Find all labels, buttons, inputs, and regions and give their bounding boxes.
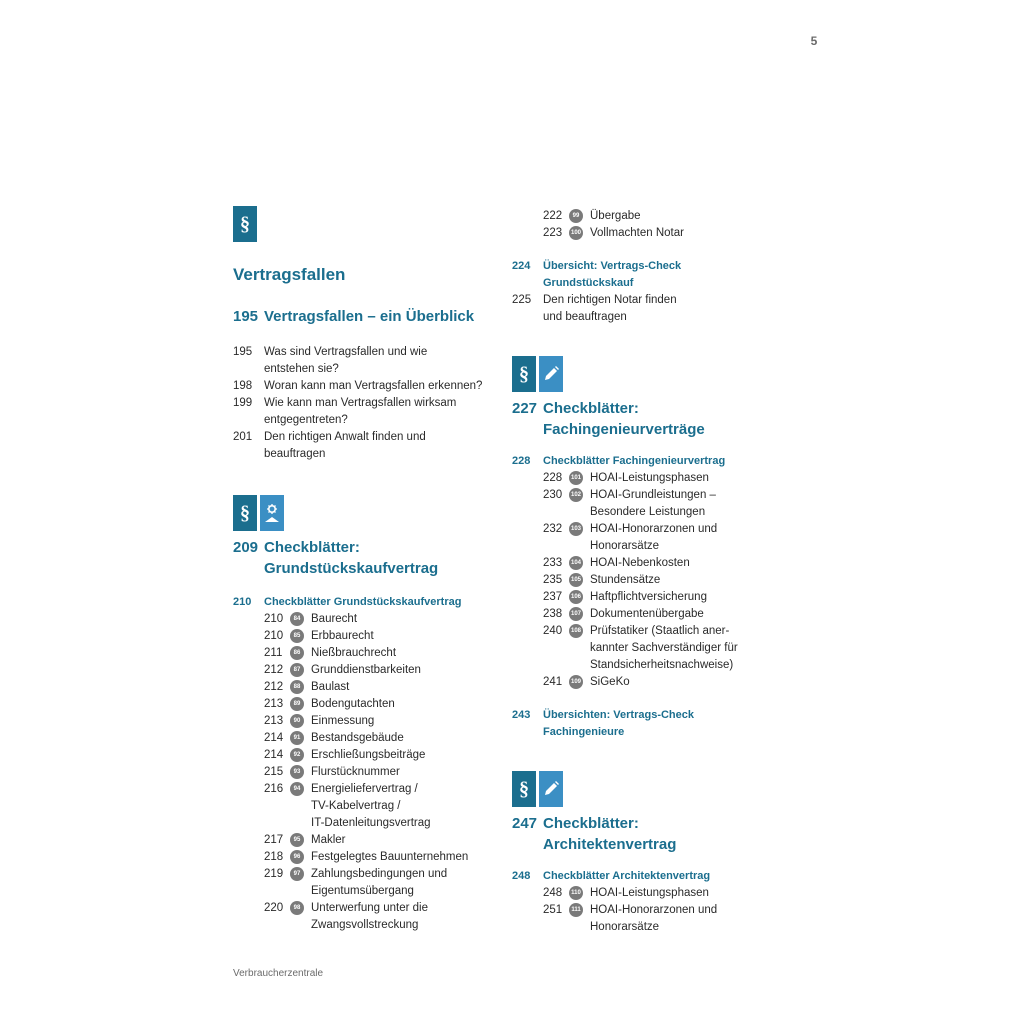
chapter-icons: [512, 771, 772, 807]
chapter-icons: [233, 495, 493, 531]
list-item: 240 108 Prüfstatiker (Staatlich aner- kannter Sachverständiger für Standsicherheitsnachweise): [543, 625, 738, 671]
number-badge: 102: [569, 488, 583, 502]
list-item: 248 110 HOAI-Leistungsphasen: [543, 887, 709, 899]
sub-heading: 224 Übersicht: Vertrags-Check Grundstückskauf: [512, 260, 682, 289]
property-icon: [260, 495, 284, 531]
number-badge: 93: [290, 765, 304, 779]
number-badge: 87: [290, 663, 304, 677]
chapter-heading: [233, 306, 493, 327]
chapter-page: 195: [233, 308, 259, 325]
list-item: 211 86 Nießbrauchrecht: [264, 647, 397, 659]
item-list: [233, 611, 493, 934]
list-item: 230 102 HOAI-Grundleistungen – Besondere Leistungen: [543, 489, 716, 518]
list-item: 251 111 HOAI-Honorarzonen und Honorarsätze: [543, 904, 718, 933]
paragraph-icon: §: [512, 771, 536, 807]
number-badge: 97: [290, 867, 304, 881]
list-item: 218 96 Festgelegtes Bauunternehmen: [264, 851, 469, 863]
paragraph-icon: §: [512, 356, 536, 392]
paragraph-icon: §: [233, 495, 257, 531]
pencil-icon: [539, 771, 563, 807]
item-list: [512, 208, 772, 242]
chapter-heading: 209 Checkblätter: Grundstückskaufvertrag: [233, 539, 439, 577]
number-badge: 99: [569, 209, 583, 223]
number-badge: 86: [290, 646, 304, 660]
left-column: [233, 206, 493, 934]
list-item: 241 109 SiGeKo: [543, 676, 630, 688]
chapter-icons: [512, 356, 772, 392]
pencil-icon: [539, 356, 563, 392]
number-badge: 84: [290, 612, 304, 626]
number-badge: 104: [569, 556, 583, 570]
list-item: 210 85 Erbbaurecht: [264, 630, 374, 642]
number-badge: 85: [290, 629, 304, 643]
number-badge: 94: [290, 782, 304, 796]
list-item: 210 84 Baurecht: [264, 613, 358, 625]
toc-entry: 201 Den richtigen Anwalt finden und beauftragen: [233, 431, 426, 460]
number-badge: 89: [290, 697, 304, 711]
list-item: 216 94 Energieliefervertrag / TV-Kabelvertrag / IT-Datenleitungsvertrag: [264, 783, 431, 829]
list-item: 220 98 Unterwerfung unter die Zwangsvollstreckung: [264, 902, 428, 931]
number-badge: 109: [569, 675, 583, 689]
number-badge: 111: [569, 903, 583, 917]
footer: Verbraucherzentrale: [233, 968, 324, 979]
paragraph-icon: §: [233, 206, 257, 242]
page-number: 5: [810, 34, 818, 48]
sub-heading: 248 Checkblätter Architektenvertrag: [512, 870, 711, 882]
number-badge: 91: [290, 731, 304, 745]
list-item: 238 107 Dokumentenübergabe: [543, 608, 704, 620]
number-badge: 105: [569, 573, 583, 587]
list-item: 212 88 Baulast: [264, 681, 350, 693]
section-icons: [233, 206, 493, 242]
toc-entry: 195 Was sind Vertragsfallen und wie entstehen sie?: [233, 346, 428, 375]
number-badge: 92: [290, 748, 304, 762]
section-title: Vertragsfallen: [233, 265, 346, 284]
list-item: 237 106 Haftpflichtversicherung: [543, 591, 707, 603]
number-badge: 88: [290, 680, 304, 694]
number-badge: 90: [290, 714, 304, 728]
chapter-heading: 227 Checkblätter: Fachingenieurverträge: [512, 400, 705, 438]
list-item: 223 100 Vollmachten Notar: [543, 227, 684, 239]
item-list: [512, 470, 772, 691]
number-badge: 107: [569, 607, 583, 621]
number-badge: 101: [569, 471, 583, 485]
list-item: 214 91 Bestandsgebäude: [264, 732, 404, 744]
number-badge: 98: [290, 901, 304, 915]
list-item: 213 89 Bodengutachten: [264, 698, 395, 710]
list-item: 214 92 Erschließungsbeiträge: [264, 749, 426, 761]
number-badge: 108: [569, 624, 583, 638]
number-badge: 106: [569, 590, 583, 604]
list-item: 228 101 HOAI-Leistungsphasen: [543, 472, 709, 484]
list-item: 215 93 Flurstücknummer: [264, 766, 400, 778]
sub-heading: 210 Checkblätter Grundstückskaufvertrag: [233, 596, 462, 608]
list-item: 217 95 Makler: [264, 834, 346, 846]
toc-entry: 198 Woran kann man Vertragsfallen erkennen?: [233, 380, 483, 392]
sub-heading: 228 Checkblätter Fachingenieurvertrag: [512, 455, 726, 467]
list-item: 213 90 Einmessung: [264, 715, 375, 727]
number-badge: 103: [569, 522, 583, 536]
item-list: [512, 885, 772, 936]
chapter-heading: 247 Checkblätter: Architektenvertrag: [512, 815, 677, 853]
list-item: 212 87 Grunddienstbarkeiten: [264, 664, 421, 676]
number-badge: 95: [290, 833, 304, 847]
number-badge: 100: [569, 226, 583, 240]
entry-list: [233, 344, 493, 463]
list-item: 222 99 Übergabe: [543, 210, 641, 222]
sub-heading: 243 Übersichten: Vertrags-Check Fachingenieure: [512, 709, 694, 738]
right-column: [512, 208, 772, 936]
number-badge: 110: [569, 886, 583, 900]
list-item: 232 103 HOAI-Honorarzonen und Honorarsätze: [543, 523, 718, 552]
list-item: 219 97 Zahlungsbedingungen und Eigentumsübergang: [264, 868, 448, 897]
chapter-title: Vertragsfallen – ein Überblick: [264, 308, 475, 325]
toc-entry: 199 Wie kann man Vertragsfallen wirksam entgegentreten?: [233, 397, 457, 426]
list-item: 235 105 Stundensätze: [543, 574, 661, 586]
toc-entry: 225 Den richtigen Notar finden und beauftragen: [512, 294, 677, 323]
list-item: 233 104 HOAI-Nebenkosten: [543, 557, 690, 569]
number-badge: 96: [290, 850, 304, 864]
